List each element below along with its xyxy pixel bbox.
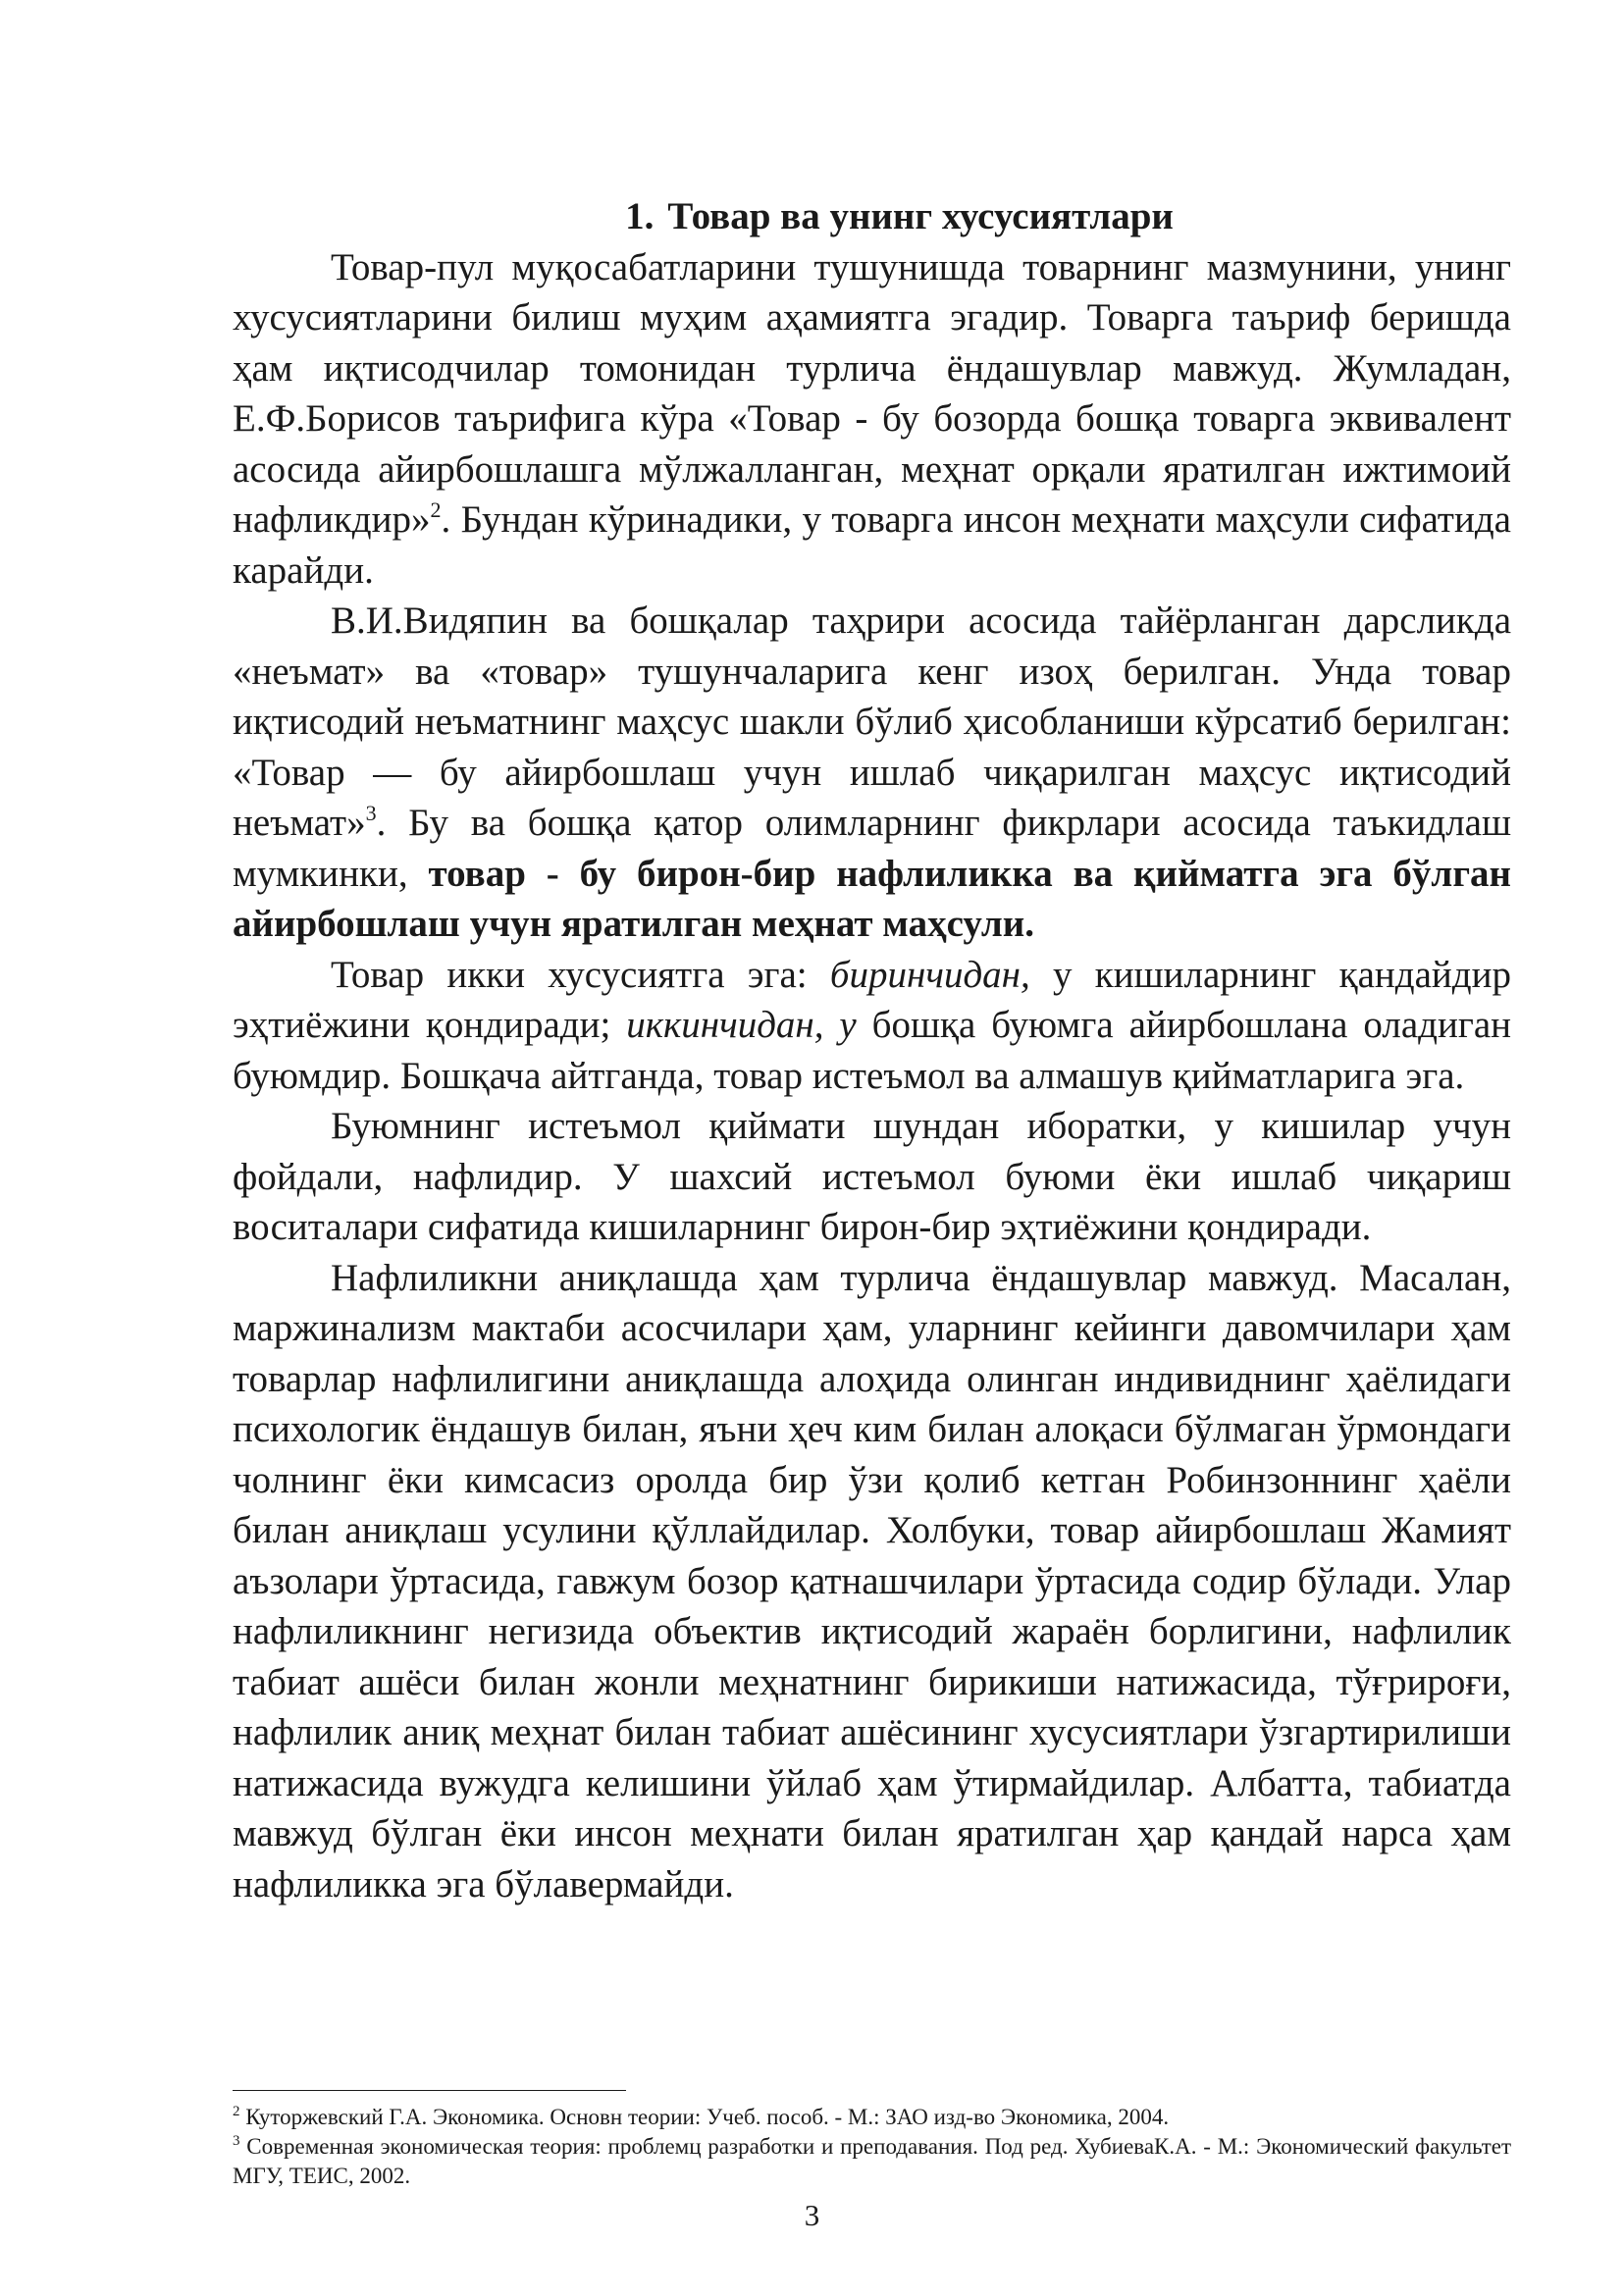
footnote-reference: 3 — [365, 801, 377, 825]
paragraph-text: . Бундан кўринадики, у товарга инсон меҳнати маҳсули сифатида карайди. — [233, 498, 1511, 592]
footnote-marker: 2 — [233, 2104, 240, 2119]
paragraph — [233, 242, 1511, 597]
footnote-reference: 2 — [430, 497, 442, 522]
paragraph-text: бошқа буюмга айирбошлана оладиган буюмдир. Бошқача айтганда, товар истеъмол ва алмашув қийматларига эга. — [233, 1004, 1512, 1097]
paragraph — [233, 596, 1511, 950]
footnote-marker: 3 — [233, 2133, 240, 2149]
paragraph-text: . Бу ва бошқа қатор олимларнинг фикрлари асосида таъкидлаш мумкинки, — [233, 802, 1511, 895]
italic-text: биринчидан, — [829, 953, 1030, 996]
paragraph: Буюмнинг истеъмол қиймати шундан иборатки, у кишилар учун фойдали, нафлидир. У шахсий истеъмол буюми ёки ишлаб чиқариш воситалари сифатида кишиларнинг бирон-бир эҳтиёжини қондиради. — [233, 1105, 1511, 1248]
paragraph-text: у кишиларнинг қандайдир эҳтиёжини қондиради; — [233, 953, 1512, 1046]
footnote — [233, 2132, 1511, 2191]
section-title: Товар ва унинг хусусиятлари — [667, 195, 1174, 237]
footnote-text: Современная экономическая теория: проблемц разработки и преподавания. Под ред. ХубиеваК.А. - М.: Экономический факультет МГУ, ТЕИС, 2002. — [233, 2134, 1511, 2188]
section-heading — [233, 191, 1511, 242]
page-number: 3 — [804, 2198, 820, 2232]
footnote-separator — [233, 2090, 626, 2091]
italic-text: иккинчидан, у — [626, 1004, 857, 1046]
paragraph-text: В.И.Видяпин ва бошқалар таҳрири асосида тайёрланган дарсликда «неъмат» ва «товар» тушунчаларига кенг изоҳ берилган. Унда товар иқтисодий неъматнинг маҳсус шакли бўлиб ҳисобланиши кўрсатиб берилган: «Товар — бу айирбошлаш учун ишлаб чиқарилган маҳсус иқтисодий неъмат» — [233, 600, 1511, 844]
paragraph-text: Товар-пул муқосабатларини тушунишда товарнинг мазмунини, унинг хусусиятларини билиш муҳим аҳамиятга эгадир. Товарга таъриф беришда ҳам иқтисодчилар томонидан турлича ёндашувлар мавжуд. Жумладан, Е.Ф.Борисов таърифига кўра «Товар - бу бозорда бошқа товарга эквивалент асосида айирбошлашга мўлжалланган, меҳнат орқали яратилган ижтимоий нафликдир» — [233, 245, 1511, 541]
footnote — [233, 2103, 1511, 2132]
section-number: 1. — [625, 195, 655, 237]
paragraph: Нафлиликни аниқлашда ҳам турлича ёндашувлар мавжуд. Масалан, маржинализм мактаби асосчилари ҳам, уларнинг кейинги давомчилари ҳам товарлар нафлилигини аниқлашда алоҳида олинган индивиднинг ҳаёлидаги психологик ёндашув билан, яъни ҳеч ким билан алоқаси бўлмаган ўрмондаги чолнинг ёки кимсасиз оролда бир ўзи қолиб кетган Робинзоннинг ҳаёли билан аниқлаш усулини қўллайдилар. Холбуки, товар айирбошлаш Жамият аъзолари ўртасида, гавжум бозор қатнашчилари ўртасида содир бўлади. Улар нафлиликнинг негизида объектив иқтисодий жараён борлигини, нафлилик табиат ашёси билан жонли меҳнатнинг бирикиши натижасида, тўғрироғи, нафлилик аниқ меҳнат билан табиат ашёсининг хусусиятлари ўзгартирилиши натижасида вужудга келишини ўйлаб ҳам ўтирмайдилар. Албатта, табиатда мавжуд бўлган ёки инсон меҳнати билан яратилган ҳар қандай нарса ҳам нафлиликка эга бўлавермайди. — [233, 1256, 1511, 1905]
footnotes — [233, 2103, 1511, 2191]
footnote-text: Куторжевский Г.А. Экономика. Основн теории: Учеб. пособ. - М.: ЗАО изд-во Экономика, 2004. — [239, 2105, 1170, 2129]
definition-bold-text: товар - бу бирон-бир нафлиликка ва қийматга эга бўлган айирбошлаш учун яратилган меҳнат маҳсули. — [233, 852, 1511, 945]
paragraph — [233, 950, 1511, 1102]
paragraph-text: Товар икки хусусиятга эга: — [331, 953, 830, 996]
main-text — [233, 191, 1511, 1909]
